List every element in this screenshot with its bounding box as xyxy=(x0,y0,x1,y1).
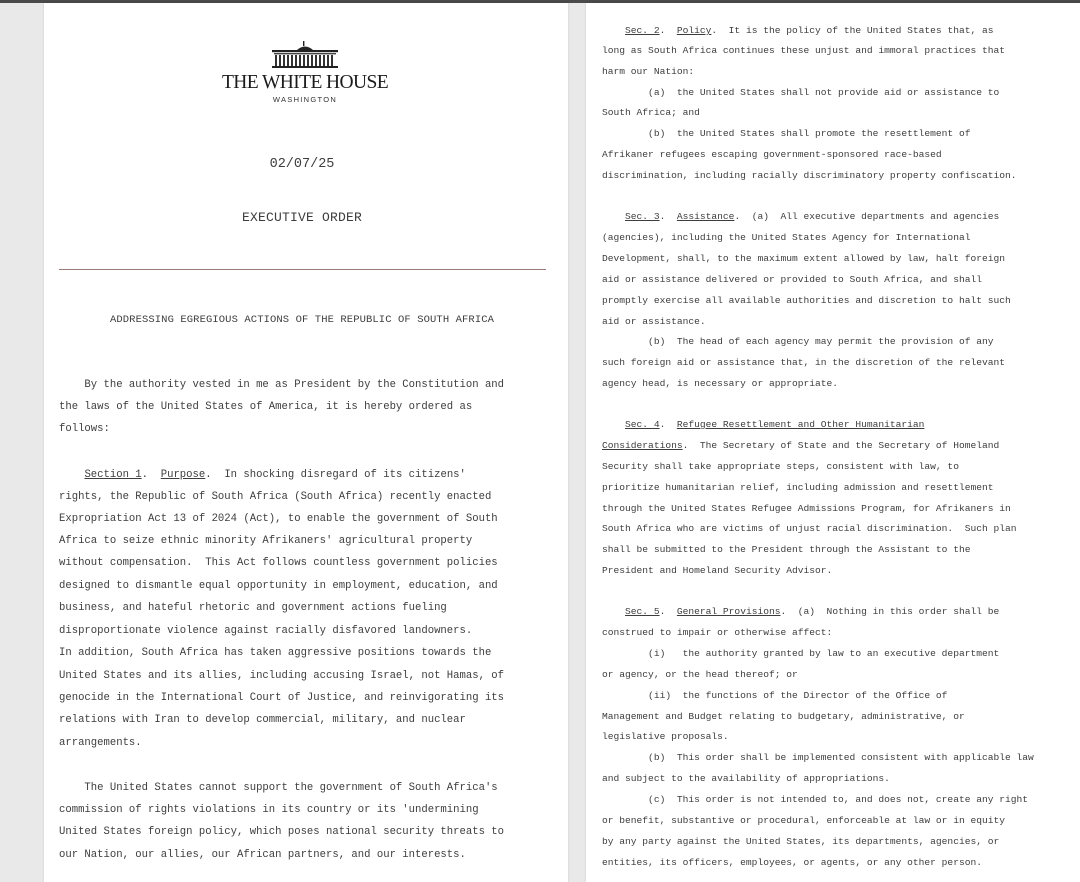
body-text: prioritize humanitarian relief, including admission and resettlement xyxy=(602,482,994,493)
body-text: . xyxy=(141,469,161,481)
body-text: . xyxy=(659,606,677,617)
right-line xyxy=(602,66,694,77)
body-text: . xyxy=(659,419,677,430)
underlined-heading-text: Purpose xyxy=(160,469,206,481)
left-line xyxy=(59,513,498,525)
left-line xyxy=(59,580,498,592)
body-text: (b) The head of each agency may permit the provision of any xyxy=(602,336,994,347)
left-line xyxy=(59,737,142,749)
document-date: 02/07/25 xyxy=(269,157,335,172)
body-text: legislative proposals. xyxy=(602,731,729,742)
left-line xyxy=(59,491,491,503)
body-text: shall be submitted to the President through the Assistant to the xyxy=(602,544,971,555)
right-line xyxy=(602,565,832,576)
right-line xyxy=(602,336,994,347)
right-line xyxy=(602,87,999,98)
document-page-1 xyxy=(44,3,568,882)
right-line xyxy=(602,107,700,118)
right-line xyxy=(602,274,982,285)
body-text: aid or assistance delivered or provided to South Africa, and shall xyxy=(602,274,982,285)
header-divider xyxy=(59,269,546,270)
white-house-logo xyxy=(220,41,390,104)
body-text: and subject to the availability of appropriations. xyxy=(602,773,890,784)
right-line xyxy=(602,690,947,701)
right-line xyxy=(602,752,1034,763)
right-line xyxy=(602,170,1017,181)
body-text: . (a) Nothing in this order shall be xyxy=(780,606,1000,617)
right-line xyxy=(602,316,706,327)
right-line xyxy=(602,669,798,680)
body-text: By the authority vested in me as President by the Constitution and xyxy=(59,379,505,391)
body-text: by any party against the United States, its departments, agencies, or xyxy=(602,836,1000,847)
body-text xyxy=(602,25,625,36)
body-text: construed to impair or otherwise affect: xyxy=(602,627,833,638)
body-text: . In shocking disregard of its citizens' xyxy=(205,469,466,481)
right-line xyxy=(602,627,832,638)
right-line xyxy=(602,149,942,160)
body-text: such foreign aid or assistance that, in the discretion of the relevant xyxy=(602,357,1006,368)
body-text: designed to dismantle equal opportunity in employment, education, and xyxy=(59,580,498,592)
body-text: . (a) All executive departments and agencies xyxy=(734,211,1000,222)
org-name: THE WHITE HOUSE xyxy=(221,72,389,93)
right-line xyxy=(602,606,999,617)
right-line xyxy=(602,523,1017,534)
body-text xyxy=(59,469,84,481)
body-text: (a) the United States shall not provide aid or assistance to xyxy=(602,87,1000,98)
right-line xyxy=(602,357,1005,368)
right-line xyxy=(602,378,838,389)
right-line xyxy=(602,419,924,430)
left-line xyxy=(59,535,472,547)
right-line xyxy=(602,648,999,659)
body-text xyxy=(602,606,625,617)
left-line xyxy=(59,804,479,816)
right-line xyxy=(602,211,999,222)
underlined-heading-text: Refugee Resettlement and Other Humanitarian xyxy=(676,419,925,430)
body-text: or benefit, substantive or procedural, enforceable at law or in equity xyxy=(602,815,1006,826)
body-text: Afrikaner refugees escaping government-sponsored race-based xyxy=(602,149,942,160)
body-text: South Africa who are victims of unjust racial discrimination. Such plan xyxy=(602,523,1017,534)
body-text: United States and its allies, including accusing Israel, not Hamas, of xyxy=(59,670,505,682)
left-line xyxy=(59,625,472,637)
underlined-heading-text: Sec. 3 xyxy=(625,211,660,222)
right-line xyxy=(602,253,1005,264)
left-line xyxy=(59,782,498,794)
right-line xyxy=(602,503,1011,514)
body-text xyxy=(602,211,625,222)
body-text: entities, its officers, employees, or agents, or any other person. xyxy=(602,857,982,868)
body-text: (b) This order shall be implemented consistent with applicable law xyxy=(602,752,1034,763)
org-location: WASHINGTON xyxy=(272,95,338,104)
body-text: In addition, South Africa has taken aggressive positions towards the xyxy=(59,647,492,659)
body-text: the laws of the United States of America, it is hereby ordered as xyxy=(59,401,473,413)
body-text xyxy=(602,419,625,430)
body-text: (ii) the functions of the Director of the Office of xyxy=(602,690,948,701)
underlined-heading-text: Assistance xyxy=(676,211,735,222)
body-text: without compensation. This Act follows countless government policies xyxy=(59,557,498,569)
body-text: The United States cannot support the government of South Africa's xyxy=(59,782,498,794)
underlined-heading-text: Sec. 4 xyxy=(625,419,660,430)
body-text: Management and Budget relating to budgetary, administrative, or xyxy=(602,711,965,722)
body-text: (c) This order is not intended to, and does not, create any right xyxy=(602,794,1029,805)
right-line xyxy=(602,836,999,847)
body-text: . It is the policy of the United States that, as xyxy=(711,25,994,36)
right-line xyxy=(602,544,970,555)
left-line xyxy=(59,670,504,682)
body-text: South Africa; and xyxy=(602,107,700,118)
body-text: relations with Iran to develop commercial, military, and nuclear xyxy=(59,714,466,726)
body-text: harm our Nation: xyxy=(602,66,695,77)
body-text: Africa to seize ethnic minority Afrikaners' agricultural property xyxy=(59,535,473,547)
body-text: aid or assistance. xyxy=(602,316,706,327)
right-line xyxy=(602,128,970,139)
body-text: (b) the United States shall promote the resettlement of xyxy=(602,128,971,139)
right-line xyxy=(602,711,965,722)
body-text: Security shall take appropriate steps, consistent with law, to xyxy=(602,461,959,472)
left-line xyxy=(59,714,466,726)
underlined-heading-text: Considerations xyxy=(602,440,683,451)
body-text: . The Secretary of State and the Secretary of Homeland xyxy=(682,440,1000,451)
right-line xyxy=(602,440,999,451)
underlined-heading-text: Sec. 2 xyxy=(625,25,660,36)
document-title: ADDRESSING EGREGIOUS ACTIONS OF THE REPUBLIC OF SOUTH AFRICA xyxy=(109,314,495,326)
body-text: follows: xyxy=(59,423,110,435)
right-line xyxy=(602,731,729,742)
right-line xyxy=(602,45,1005,56)
body-text: arrangements. xyxy=(59,737,142,749)
body-text: our Nation, our allies, our African partners, and our interests. xyxy=(59,849,466,861)
underlined-heading-text: Policy xyxy=(676,25,712,36)
left-line xyxy=(59,469,466,481)
left-line xyxy=(59,849,466,861)
body-text: or agency, or the head thereof; or xyxy=(602,669,798,680)
body-text: rights, the Republic of South Africa (South Africa) recently enacted xyxy=(59,491,492,503)
body-text: Expropriation Act 13 of 2024 (Act), to enable the government of South xyxy=(59,513,498,525)
body-text: Development, shall, to the maximum extent allowed by law, halt foreign xyxy=(602,253,1006,264)
body-text: . xyxy=(659,211,677,222)
left-line xyxy=(59,423,110,435)
body-text: long as South Africa continues these unjust and immoral practices that xyxy=(602,45,1006,56)
body-text: genocide in the International Court of Justice, and reinvigorating its xyxy=(59,692,505,704)
right-line xyxy=(602,232,970,243)
right-line xyxy=(602,482,994,493)
body-text: (agencies), including the United States Agency for International xyxy=(602,232,971,243)
white-house-building-icon xyxy=(270,41,340,69)
body-text: commission of rights violations in its country or its 'undermining xyxy=(59,804,479,816)
body-text: (i) the authority granted by law to an executive department xyxy=(602,648,1000,659)
left-line xyxy=(59,557,498,569)
document-page-2 xyxy=(586,3,1080,882)
right-line xyxy=(602,815,1005,826)
right-line xyxy=(602,295,1011,306)
body-text: agency head, is necessary or appropriate. xyxy=(602,378,839,389)
body-text: President and Homeland Security Advisor. xyxy=(602,565,833,576)
document-type: EXECUTIVE ORDER xyxy=(241,210,363,225)
body-text: promptly exercise all available authorities and discretion to halt such xyxy=(602,295,1011,306)
left-line xyxy=(59,401,472,413)
body-text: through the United States Refugee Admissions Program, for Afrikaners in xyxy=(602,503,1011,514)
right-line xyxy=(602,794,1028,805)
right-line xyxy=(602,25,994,36)
body-text: United States foreign policy, which poses national security threats to xyxy=(59,826,505,838)
body-text: disproportionate violence against racially disfavored landowners. xyxy=(59,625,473,637)
body-text: business, and hateful rhetoric and government actions fueling xyxy=(59,602,447,614)
right-line xyxy=(602,857,982,868)
left-line xyxy=(59,379,504,391)
underlined-heading-text: Section 1 xyxy=(84,469,142,481)
right-line xyxy=(602,461,959,472)
left-line xyxy=(59,647,491,659)
left-line xyxy=(59,692,504,704)
right-line xyxy=(602,773,890,784)
left-line xyxy=(59,602,447,614)
left-line xyxy=(59,826,504,838)
underlined-heading-text: General Provisions xyxy=(676,606,781,617)
underlined-heading-text: Sec. 5 xyxy=(625,606,660,617)
body-text: . xyxy=(659,25,677,36)
body-text: discrimination, including racially discriminatory property confiscation. xyxy=(602,170,1017,181)
